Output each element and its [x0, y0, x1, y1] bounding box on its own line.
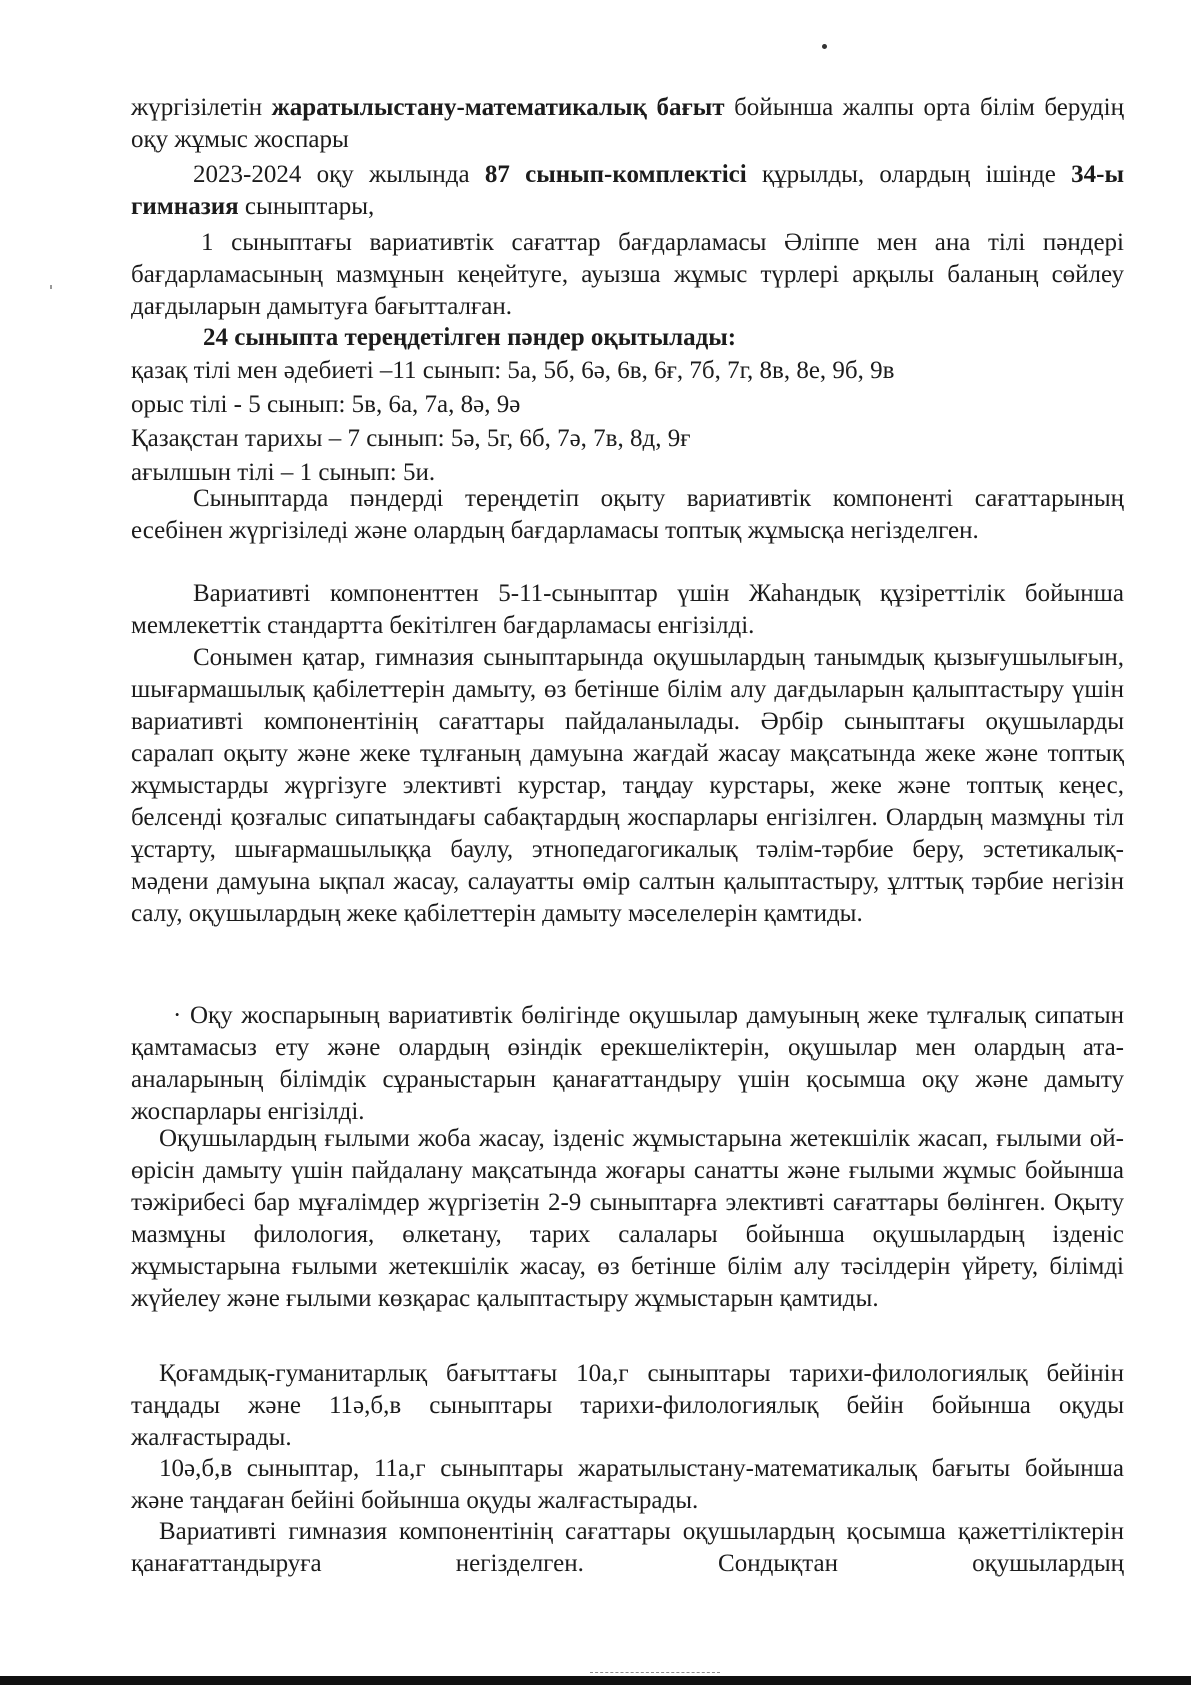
- scan-dot: [822, 44, 827, 49]
- p2-bold-gymnasium: 34-ы гимназия: [131, 161, 1124, 220]
- p2-text-c: құрылды, олардың ішінде: [746, 161, 1072, 188]
- paragraph-10: [131, 1358, 1124, 1454]
- p10-text: Қоғамдық-гуманитарлық бағыттағы 10а,г сыныптары тарихи-филологиялық бейінін таңдады және 11ә,б,в сыныптары тарихи-филологиялық бейін бойынша оқуды жалғастырады.: [131, 1360, 1124, 1451]
- p12-text: Вариативті гимназия компонентінің сағаттары оқушылардың қосымша қажеттіліктерін қанағаттандыруға негізделген. Сондықтан оқушылардың: [131, 1518, 1124, 1577]
- paragraph-11: [131, 1453, 1124, 1517]
- subjects-list: [131, 354, 1124, 490]
- subject-line: Қазақстан тарихы – 7 сынып: 5ә, 5г, 6б, 7ә, 7в, 8д, 9ғ: [131, 425, 691, 452]
- p11-text: 10ә,б,в сыныптар, 11а,г сыныптары жаратылыстану-математикалық бағыты бойынша және таңдаған бейіні бойынша оқуды жалғастырады.: [131, 1455, 1124, 1514]
- p2-bold-classes: 87 сынып-комплектісі: [484, 161, 747, 188]
- deep-subjects-heading: 24 сыныпта тереңдетілген пәндер оқытылады:: [203, 324, 737, 351]
- paragraph-2: [131, 159, 1124, 223]
- p7-text: Сонымен қатар, гимназия сыныптарында оқушылардың танымдық қызығушылығын, шығармашылық қабілеттерін дамыту, өз бетінше білім алу дағдыларын қалыптастыру үшін вариативті компонентінің сағаттары пайдаланылады. Әрбір сыныптағы оқушыларды саралап оқыту және жеке тұлғаның дамуына жағдай жасау мақсатында жеке және топтық жұмыстарды жүргізуге элективті курстар, таңдау курстары, жеке және топтық кеңес, белсенді қозғалыс сипатындағы сабақтардың жоспарлары енгізілген. Олардың мазмұны тіл ұстарту, шығармашылыққа баулу, этнопедагогикалық тәлім-тәрбие беру, эстетикалық-мәдени дамуына ықпал жасау, салауатты өмір салтын қалыптастыру, ұлттық тәрбие негізін салу, оқушылардың жеке қабілеттерін дамыту мәселелерін қамтиды.: [131, 644, 1124, 927]
- paragraph-3: [131, 227, 1124, 323]
- scan-bottom-edge: [0, 1676, 1191, 1685]
- p1-text-c: бойынша жалпы орта білім берудің оқу жұмыс жоспары: [131, 94, 1124, 153]
- p2-text-e: сыныптары,: [238, 193, 375, 220]
- subject-line: қазақ тілі мен әдебиеті –11 сынып: 5а, 5б, 6ә, 6в, 6ғ, 7б, 7г, 8в, 8е, 9б, 9в: [131, 357, 895, 384]
- paragraph-4: [131, 322, 1124, 354]
- subject-line: ағылшын тілі – 1 сынып: 5и.: [131, 459, 436, 486]
- paragraph-7: [131, 642, 1124, 930]
- scan-artifact: [590, 1672, 720, 1674]
- subject-line: орыс тілі - 5 сынып: 5в, 6а, 7а, 8ә, 9ә: [131, 391, 521, 418]
- p3-text: 1 сыныптағы вариативтік сағаттар бағдарламасы Әліппе мен ана тілі пәндері бағдарламасының мазмұнын кеңейтуге, ауызша жұмыс түрлері арқылы баланың сөйлеу дағдыларын дамытуға бағытталған.: [131, 229, 1124, 320]
- paragraph-6: [131, 578, 1124, 642]
- paragraph-5: [131, 483, 1124, 547]
- scan-mark: [50, 285, 52, 289]
- p2-text-a: 2023-2024 оқу жылында: [193, 161, 485, 188]
- p8-text: · Оқу жоспарының вариативтік бөлігінде оқушылар дамуының жеке тұлғалық сипатын қамтамасыз ету және олардың өзіндік ерекшеліктерін, оқушылар мен олардың ата-аналарының білімдік сұраныстарын қанағаттандыру үшін қосымша оқу және дамыту жоспарлары енгізілді.: [131, 1002, 1124, 1125]
- p1-text-a: жүргізілетін: [131, 94, 272, 121]
- p9-text: Оқушылардың ғылыми жоба жасау, ізденіс жұмыстарына жетекшілік жасап, ғылыми ой-өрісін дамыту үшін пайдалану мақсатында жоғары санатты және ғылыми жұмыс бойынша тәжірибесі бар мұғалімдер жүргізетін 2-9 сыныптарға элективті сағаттары бөлінген. Оқыту мазмұны филология, өлкетану, тарих салалары бойынша оқушылардың ізденіс жұмыстарына ғылыми жетекшілік жасау, өз бетінше білім алу тәсілдерін үйрету, білімді жүйелеу және ғылыми көзқарас қалыптастыру жұмыстарын қамтиды.: [131, 1125, 1124, 1312]
- paragraph-1: [131, 92, 1124, 156]
- paragraph-9: [131, 1123, 1124, 1315]
- p5-text: Сыныптарда пәндерді тереңдетіп оқыту вариативтік компоненті сағаттарының есебінен жүргізіледі және олардың бағдарламасы топтық жұмысқа негізделген.: [131, 485, 1124, 544]
- paragraph-8: [131, 1000, 1124, 1128]
- paragraph-12: [131, 1516, 1124, 1580]
- p6-text: Вариативті компоненттен 5-11-сыныптар үшін Жаһандық құзіреттілік бойынша мемлекеттік стандартта бекітілген бағдарламасы енгізілді.: [131, 580, 1124, 639]
- p1-bold-direction: жаратылыстану-математикалық бағыт: [271, 94, 725, 121]
